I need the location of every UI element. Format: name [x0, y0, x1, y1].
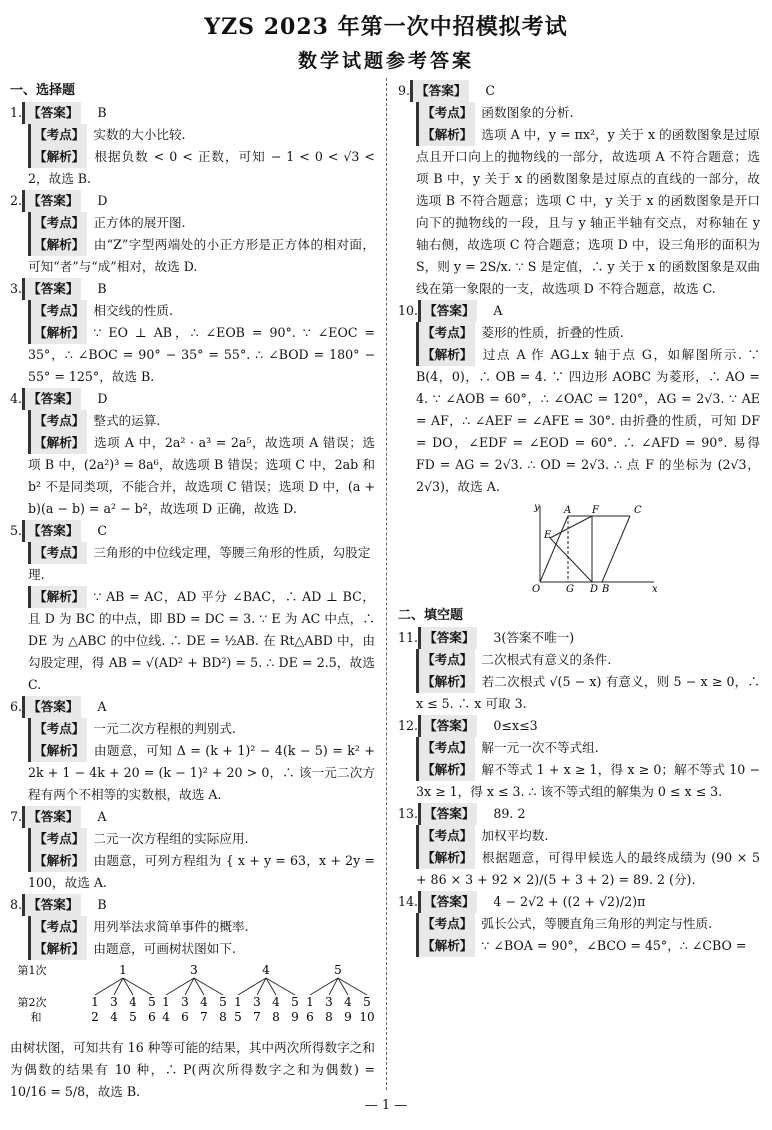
analysis-row: [10, 740, 375, 806]
tree-row2-label: 第2次: [17, 996, 47, 1009]
question-13: [398, 803, 760, 891]
right-column: [398, 80, 760, 957]
point-label: 【考点】: [28, 124, 87, 146]
answer-label: 【答案】: [418, 300, 477, 322]
answer-value: C: [97, 523, 108, 538]
tree-sum-node: 7: [253, 1010, 261, 1024]
analysis-text: ∵ ∠BOA = 90°，∠BCO = 45°，∴ ∠CBO =: [481, 938, 747, 953]
question-number: 1.: [10, 105, 23, 120]
answer-label: 【答案】: [418, 715, 477, 737]
answer-label: 【答案】: [22, 806, 81, 828]
point-text: 函数图象的分析.: [481, 105, 574, 120]
answer-row: [10, 278, 375, 300]
question-3: [10, 278, 375, 388]
analysis-text: 选项 A 中，2a² · a³ = 2a⁵，故选项 A 错误；选项 B 中，(2a²)³ = 8a⁶，故选项 B 错误；选项 C 中，2ab 和 b² 不是同类项，不能合并，故选项 C 错误；选项 D 中，(a + b)(a − b) = a² − b²，故选项 D 正确，故选 D.: [28, 435, 375, 516]
point-row: [10, 542, 375, 586]
answer-label: 【答案】: [22, 696, 81, 718]
analysis-row: [398, 344, 760, 498]
analysis-label: 【解析】: [416, 124, 475, 146]
tree-second-node: 5: [363, 995, 371, 1009]
answer-label: 【答案】: [22, 894, 81, 916]
point-label: 【考点】: [28, 718, 87, 740]
answer-row: [10, 696, 375, 718]
tree-second-node: 4: [272, 995, 280, 1009]
point-text: 实数的大小比较.: [93, 127, 186, 142]
side-OA: [540, 516, 568, 582]
answer-value: B: [97, 897, 107, 912]
tree-second-node: 4: [344, 995, 352, 1009]
tree-sum-node: 4: [110, 1010, 118, 1024]
question-number: 8.: [10, 897, 23, 912]
answer-label: 【答案】: [418, 803, 477, 825]
tree-second-node: 3: [181, 995, 189, 1009]
answer-row: [398, 80, 760, 102]
question-number: 6.: [10, 699, 23, 714]
tree-first-node: 4: [262, 963, 270, 977]
tree-diagram: [17, 962, 375, 1028]
point-row: [10, 300, 375, 322]
figure-point-label: O: [532, 584, 541, 595]
analysis-row: [10, 850, 375, 894]
point-row: [398, 649, 760, 671]
point-text: 菱形的性质，折叠的性质.: [481, 325, 624, 340]
point-row: [10, 212, 375, 234]
column-divider: [386, 78, 387, 1090]
tree-first-node: 1: [119, 963, 127, 977]
answer-value: 4 − 2√2 + ((2 + √2)/2)π: [493, 894, 646, 909]
page-number: — 1 —: [364, 1098, 408, 1113]
tree-sum-node: 8: [325, 1010, 333, 1024]
question-4: [10, 388, 375, 520]
point-text: 弧长公式，等腰直角三角形的判定与性质.: [481, 916, 713, 931]
tree-sum-node: 6: [181, 1010, 189, 1024]
question-number: 14.: [398, 894, 419, 909]
section-choice: 一、选择题: [10, 83, 76, 98]
analysis-label: 【解析】: [416, 759, 475, 781]
analysis-text: 由“Z”字型两端处的小正方形是正方体的相对面，可知“者”与“成”相对，故选 D.: [28, 237, 375, 274]
answer-label: 【答案】: [22, 388, 81, 410]
tree-second-node: 3: [110, 995, 118, 1009]
analysis-label: 【解析】: [28, 234, 87, 256]
question-10: [398, 300, 760, 605]
point-label: 【考点】: [416, 913, 475, 935]
side-CB: [602, 516, 630, 582]
analysis-text: 由题意，可知 Δ = (k + 1)² − 4(k − 5) = k² + 2k + 1 − 4k + 20 = (k − 1)² + 20 > 0，∴ 该一元二次方程有两个不相等的实数根，故选 A.: [28, 743, 375, 802]
analysis-label: 【解析】: [416, 344, 475, 366]
analysis-label: 【解析】: [416, 671, 475, 693]
point-label: 【考点】: [28, 828, 87, 850]
point-row: [10, 124, 375, 146]
tree-second-node: 3: [325, 995, 333, 1009]
tree-second-node: 5: [148, 995, 156, 1009]
question-number: 2.: [10, 193, 23, 208]
analysis-row: [398, 124, 760, 300]
point-label: 【考点】: [28, 300, 87, 322]
answer-value: A: [493, 303, 503, 318]
point-row: [10, 916, 375, 938]
analysis-text: 解不等式 1 + x ≥ 1，得 x ≥ 0；解不等式 10 − 3x ≥ 1，得 x ≤ 3. ∴ 该不等式组的解集为 0 ≤ x ≤ 3.: [416, 762, 760, 799]
analysis-row: [10, 432, 375, 520]
tree-sum-node: 2: [91, 1010, 99, 1024]
analysis-label: 【解析】: [28, 432, 87, 454]
figure-point-label: B: [602, 584, 610, 595]
fold-EF: [550, 516, 592, 538]
answer-label: 【答案】: [22, 102, 81, 124]
answer-value: D: [97, 391, 108, 406]
question-number: 3.: [10, 281, 23, 296]
analysis-text: ∵ AB = AC，AD 平分 ∠BAC，∴ AD ⊥ BC，且 D 为 BC 的中点，即 BD = DC = 3. ∵ E 为 AC 中点，∴ DE 为 △ABC 的中位线. ∴ DE = ½AB. 在 Rt△ABD 中，由勾股定理，得 AB = √(AD² + BD²) = 5. ∴ DE = 2.5，故选 C.: [28, 589, 375, 692]
question-11: [398, 627, 760, 715]
figure-point-label: F: [592, 505, 599, 516]
analysis-continued: 由树状图，可知共有 16 种等可能的结果，其中两次所得数字之和为偶数的结果有 10 种，∴ P(两次所得数字之和为偶数) = 10/16 = 5/8，故选 B.: [10, 1040, 375, 1099]
answer-label: 【答案】: [22, 278, 81, 300]
answer-row: [10, 806, 375, 828]
point-row: [398, 102, 760, 124]
analysis-text: 根据负数 < 0 < 正数，可知 − 1 < 0 < √3 < 2，故选 B.: [28, 149, 375, 186]
analysis-text: 根据题意，可得甲候选人的最终成绩为 (90 × 5 + 86 × 3 + 92 × 2)/(5 + 3 + 2) = 89. 2 (分).: [416, 850, 760, 887]
point-label: 【考点】: [28, 542, 87, 564]
left-column: [10, 80, 375, 1103]
figure-point-label: D: [590, 584, 599, 595]
analysis-text: 过点 A 作 AG⊥x 轴于点 G，如解图所示. ∵ B(4，0)，∴ OB = 4. ∵ 四边形 AOBC 为菱形，∴ AO = 4. ∵ ∠AOB = 60°，∴ ∠OAC = 120°，AG = 2√3. ∵ AE = AF，∴ ∠AEF = ∠AFE = 30°. 由折叠的性质，可知 DF = DO，∠EDF = ∠EOD = 60°. ∴ ∠AFD = 90°. 易得 FD = AG = 2√3. ∴ OD = 2√3. ∴ 点 F 的坐标为 (2√3，2√3)，故选 A.: [416, 347, 760, 494]
question-number: 5.: [10, 523, 23, 538]
answer-value: D: [97, 193, 108, 208]
point-text: 正方体的展开图.: [93, 215, 186, 230]
tree-second-node: 5: [291, 995, 299, 1009]
analysis-row: [10, 938, 375, 960]
point-label: 【考点】: [416, 737, 475, 759]
analysis-label: 【解析】: [28, 938, 87, 960]
point-text: 解一元一次不等式组.: [481, 740, 599, 755]
analysis-text: 选项 A 中，y = πx²，y 关于 x 的函数图象是过原点且开口向上的抛物线的一部分，故选项 A 不符合题意；选项 B 中，y 关于 x 的函数图象是过原点的直线的一部分，故选项 B 不符合题意；选项 C 中，y 关于 x 的函数图象是开口向下的抛物线的一段，且与 y 轴正半轴有交点，对称轴在 y 轴右侧，故选项 C 符合题意；选项 D 中，设三角形的面积为 S，则 y = 2S/x. ∵ S 是定值，∴ y 关于 x 的函数图象是双曲线在第一象限的一支，故选项 D 不符合题意，故选 C.: [416, 127, 760, 296]
tree-sum-node: 6: [148, 1010, 156, 1024]
point-row: [10, 828, 375, 850]
figure-point-label: G: [566, 584, 574, 595]
tree-second-node: 1: [234, 995, 242, 1009]
answer-row: [10, 102, 375, 124]
analysis-row: [10, 586, 375, 696]
answer-value: A: [97, 699, 107, 714]
point-label: 【考点】: [416, 102, 475, 124]
question-1: [10, 102, 375, 190]
tree-sum-node: 7: [200, 1010, 208, 1024]
point-text: 整式的运算.: [93, 413, 161, 428]
point-row: [398, 825, 760, 847]
analysis-row: [10, 322, 375, 388]
tree-sum-node: 9: [291, 1010, 299, 1024]
analysis-label: 【解析】: [28, 740, 87, 762]
analysis-row: [398, 759, 760, 803]
answer-value: 3(答案不唯一): [493, 630, 575, 645]
section-fill: 二、填空题: [398, 608, 464, 623]
analysis-text: 若二次根式 √(5 − x) 有意义，则 5 − x ≥ 0，∴ x ≤ 5. ∴ x 可取 3.: [416, 674, 760, 711]
answer-row: [398, 300, 760, 322]
question-number: 13.: [398, 806, 419, 821]
analysis-label: 【解析】: [416, 847, 475, 869]
tree-sum-node: 8: [219, 1010, 227, 1024]
analysis-text: 由题意，可画树状图如下.: [93, 941, 236, 956]
analysis-row: [398, 847, 760, 891]
point-text: 用列举法求简单事件的概率.: [93, 919, 249, 934]
answer-row: [10, 520, 375, 542]
point-label: 【考点】: [28, 212, 87, 234]
question-12: [398, 715, 760, 803]
analysis-label: 【解析】: [416, 935, 475, 957]
answer-label: 【答案】: [22, 190, 81, 212]
answer-row: [398, 803, 760, 825]
analysis-label: 【解析】: [28, 850, 87, 872]
question-5: [10, 520, 375, 696]
tree-second-node: 1: [306, 995, 314, 1009]
question-number: 11.: [398, 630, 419, 645]
question-number: 12.: [398, 718, 419, 733]
answer-row: [398, 627, 760, 649]
tree-sum-label: 和: [30, 1011, 42, 1024]
question-14: [398, 891, 760, 957]
question-9: [398, 80, 760, 300]
answer-value: A: [97, 809, 107, 824]
question-number: 9.: [398, 83, 411, 98]
question-8: [10, 894, 375, 1103]
point-text: 二元一次方程组的实际应用.: [93, 831, 249, 846]
answer-row: [10, 894, 375, 916]
answer-label: 【答案】: [418, 627, 477, 649]
answer-value: 89. 2: [493, 806, 526, 821]
figure-point-label: A: [564, 505, 572, 516]
answer-row: [398, 715, 760, 737]
point-label: 【考点】: [28, 916, 87, 938]
tree-first-node: 5: [334, 963, 342, 977]
point-text: 三角形的中位线定理，等腰三角形的性质，勾股定理.: [28, 545, 371, 582]
answer-value: C: [485, 83, 496, 98]
figure-point-label: y: [534, 502, 540, 513]
point-text: 加权平均数.: [481, 828, 549, 843]
figure-point-label: C: [634, 505, 642, 516]
point-text: 二次根式有意义的条件.: [481, 652, 612, 667]
point-text: 一元二次方程根的判别式.: [93, 721, 236, 736]
tree-first-node: 3: [190, 963, 198, 977]
page-subtitle: 数学试题参考答案: [297, 50, 474, 72]
answer-value: 0≤x≤3: [493, 718, 538, 733]
tree-branch: [338, 978, 367, 995]
point-row: [398, 737, 760, 759]
question-number: 4.: [10, 391, 23, 406]
tree-branch: [194, 978, 223, 995]
tree-sum-node: 8: [272, 1010, 280, 1024]
point-label: 【考点】: [416, 322, 475, 344]
tree-second-node: 4: [129, 995, 137, 1009]
answer-row: [10, 190, 375, 212]
analysis-row: [10, 146, 375, 190]
question-2: [10, 190, 375, 278]
tree-second-node: 4: [200, 995, 208, 1009]
figure-point-label: E: [544, 530, 552, 541]
analysis-row: [398, 671, 760, 715]
tree-second-node: 1: [162, 995, 170, 1009]
point-label: 【考点】: [416, 825, 475, 847]
analysis-label: 【解析】: [28, 586, 87, 608]
answer-row: [10, 388, 375, 410]
answer-label: 【答案】: [22, 520, 81, 542]
answer-label: 【答案】: [418, 891, 477, 913]
point-row: [398, 913, 760, 935]
tree-sum-node: 4: [162, 1010, 170, 1024]
question-6: [10, 696, 375, 806]
point-row: [10, 718, 375, 740]
point-label: 【考点】: [28, 410, 87, 432]
page-title: YZS 2023 年第一次中招模拟考试: [204, 14, 568, 40]
tree-branch: [123, 978, 152, 995]
analysis-label: 【解析】: [28, 322, 87, 344]
answer-label: 【答案】: [410, 80, 469, 102]
answer-value: B: [97, 105, 107, 120]
answer-row: [398, 891, 760, 913]
answer-value: B: [97, 281, 107, 296]
tree-second-node: 5: [219, 995, 227, 1009]
tree-second-node: 3: [253, 995, 261, 1009]
question-number: 7.: [10, 809, 23, 824]
analysis-label: 【解析】: [28, 146, 87, 168]
tree-second-node: 1: [91, 995, 99, 1009]
tree-sum-node: 6: [306, 1010, 314, 1024]
tree-row1-label: 第1次: [17, 964, 47, 977]
question-number: 10.: [398, 303, 419, 318]
tree-sum-node: 5: [234, 1010, 242, 1024]
analysis-text: 由题意，可列方程组为 { x + y = 63，x + 2y = 100，故选 A.: [28, 853, 375, 890]
fold-ED: [550, 538, 592, 582]
point-row: [10, 410, 375, 432]
analysis-row: [398, 935, 760, 957]
analysis-text: ∵ EO ⊥ AB，∴ ∠EOB = 90°. ∵ ∠EOC = 35°，∴ ∠BOC = 90° − 35° = 55°. ∴ ∠BOD = 180° − 55° = 125°，故选 B.: [28, 325, 375, 384]
tree-sum-node: 5: [129, 1010, 137, 1024]
figure-point-label: x: [652, 584, 658, 595]
tree-sum-node: 9: [344, 1010, 352, 1024]
tree-branch: [266, 978, 295, 995]
rhombus-figure: [526, 502, 656, 594]
point-row: [398, 322, 760, 344]
analysis-row: [10, 234, 375, 278]
point-label: 【考点】: [416, 649, 475, 671]
tree-sum-node: 10: [359, 1010, 375, 1024]
question-7: [10, 806, 375, 894]
point-text: 相交线的性质.: [93, 303, 173, 318]
